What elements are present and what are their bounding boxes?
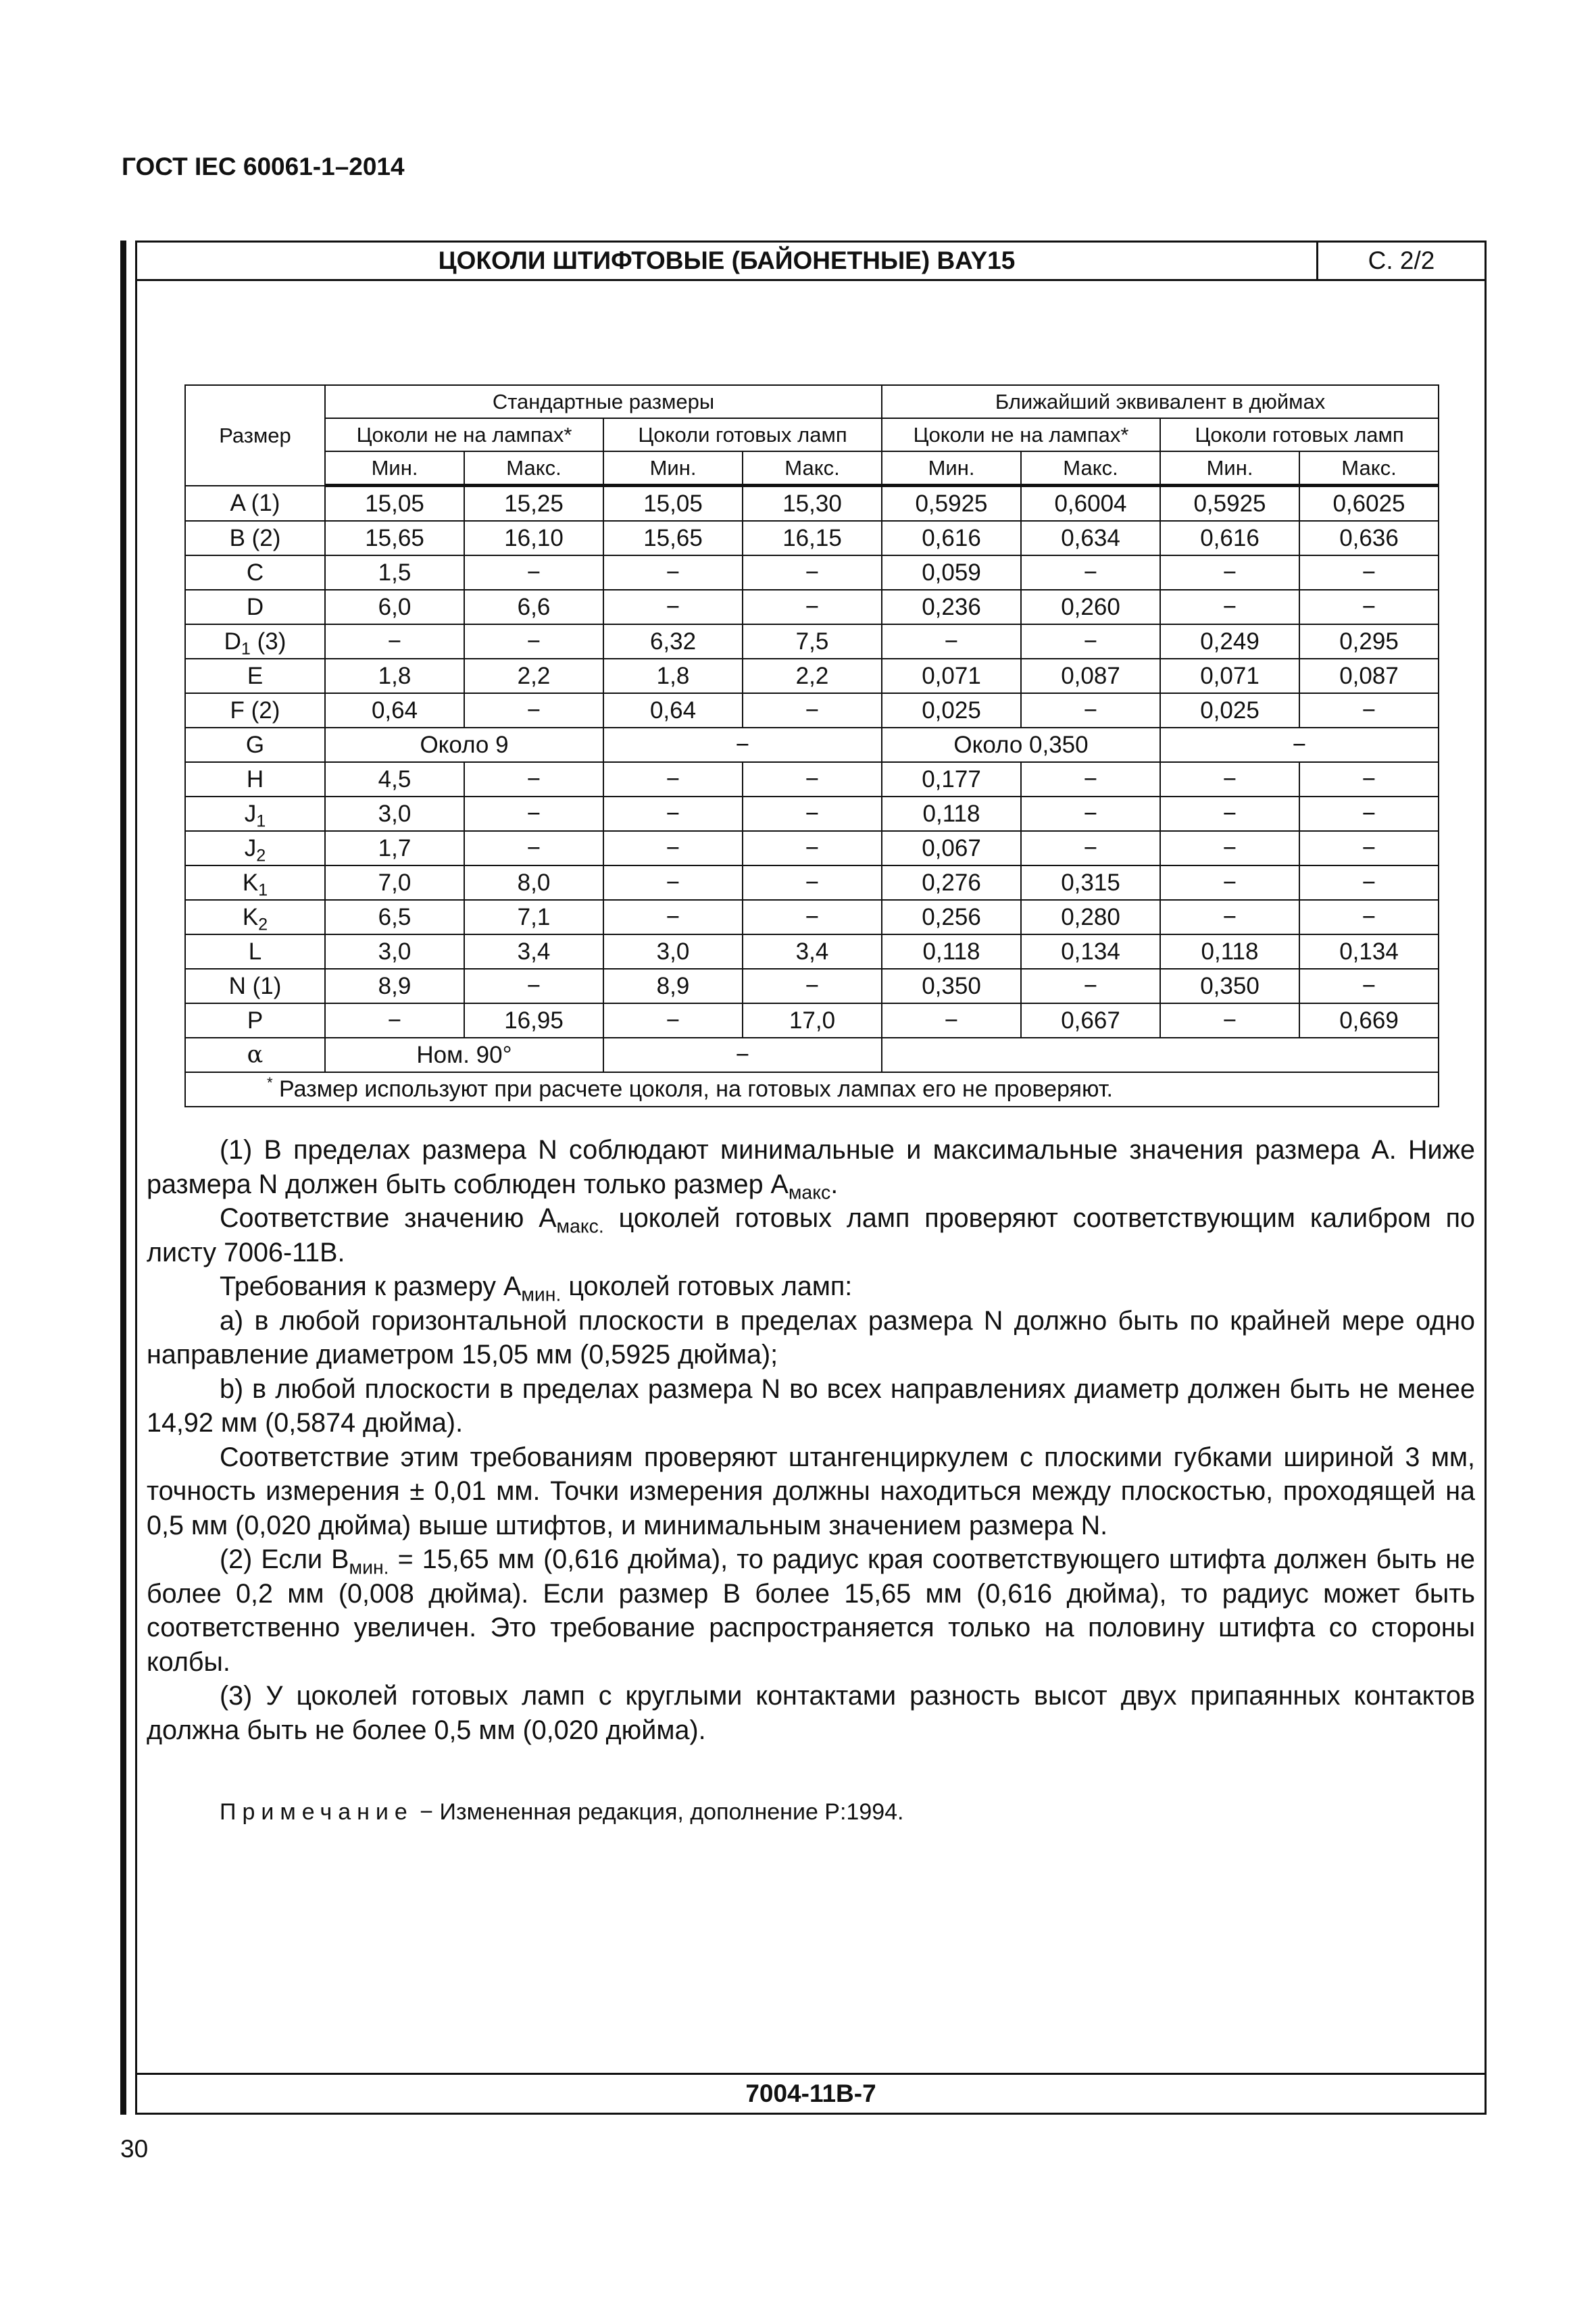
table-cell: 0,276 <box>882 865 1021 900</box>
table-row <box>185 1003 1439 1038</box>
text-span: (1) В пределах размера N соблюдают минимальные и максимальные значения размера A. Ниже размера N должен быть соблюден только размер A <box>147 1135 1475 1199</box>
table-cell: − <box>603 865 743 900</box>
table-cell: 8,0 <box>464 865 603 900</box>
table-row <box>185 831 1439 865</box>
table-row <box>185 624 1439 659</box>
table-cell: 6,32 <box>603 624 743 659</box>
table-cell: − <box>1021 797 1160 831</box>
text-span: . <box>830 1169 839 1199</box>
table-cell: 0,071 <box>882 659 1021 693</box>
table-cell: 16,95 <box>464 1003 603 1038</box>
table-cell: − <box>464 969 603 1003</box>
table-subheader-row <box>185 418 1439 451</box>
table-cell: − <box>325 1003 464 1038</box>
table-cell: 0,315 <box>1021 865 1160 900</box>
paragraph: Соответствие этим требованиям проверяют штангенциркулем с плоскими губками шириной 3 мм, точность измерения ± 0,01 мм. Точки измерения должны находиться между плоскостью, проходящей на 0,5 мм (0,020 дюйма) выше штифтов, и минимальным значением размера N. <box>147 1442 1475 1540</box>
table-cell: 0,134 <box>1299 934 1439 969</box>
subscript: мин. <box>349 1557 389 1579</box>
table-cell: − <box>603 762 743 797</box>
max-header: Макс. <box>743 451 882 486</box>
size-subscript: 1 <box>258 880 268 900</box>
table-cell: 16,15 <box>743 521 882 555</box>
note-text: − Измененная редакция, дополнение P:1994. <box>413 1799 904 1825</box>
sheet-page: С. 2/2 <box>1368 247 1435 274</box>
table-cell: 6,0 <box>325 590 464 624</box>
size-name: J <box>244 835 257 861</box>
size-name-cell <box>185 762 325 797</box>
table-cell: − <box>743 797 882 831</box>
table-cell: 0,067 <box>882 831 1021 865</box>
table-cell: − <box>1021 831 1160 865</box>
table-cell: 7,1 <box>464 900 603 934</box>
size-name-cell <box>185 693 325 728</box>
table-cell: − <box>1299 762 1439 797</box>
table-cell: 0,177 <box>882 762 1021 797</box>
table-cell: 8,9 <box>325 969 464 1003</box>
table-cell <box>882 1038 1439 1072</box>
size-name: P <box>247 1007 264 1034</box>
size-name: A (1) <box>230 490 280 517</box>
size-name: D <box>246 594 264 620</box>
size-name: H <box>246 766 264 793</box>
size-name-cell <box>185 1003 325 1038</box>
table-cell: − <box>743 900 882 934</box>
paragraph <box>147 1201 1475 1269</box>
size-name: K <box>242 904 259 930</box>
table-cell: − <box>603 831 743 865</box>
table-cell: G <box>185 728 325 762</box>
table-cell: 0,249 <box>1160 624 1299 659</box>
sheet-title: ЦОКОЛИ ШТИФТОВЫЕ (БАЙОНЕТНЫЕ) BAY15 <box>137 243 1318 279</box>
table-row <box>185 555 1439 590</box>
paragraph: b) в любой плоскости в пределах размера N во всех направлениях диаметр должен быть не менее 14,92 мм (0,5874 дюйма). <box>147 1374 1475 1438</box>
table-row <box>185 659 1439 693</box>
table-cell: 2,2 <box>464 659 603 693</box>
table-cell: − <box>464 797 603 831</box>
table-cell: α <box>185 1038 325 1072</box>
table-cell: − <box>743 590 882 624</box>
min-header: Мин. <box>882 451 1021 486</box>
table-cell: − <box>1299 831 1439 865</box>
table-cell: 0,118 <box>1160 934 1299 969</box>
size-name-cell <box>185 486 325 522</box>
table-cell: − <box>743 555 882 590</box>
table-cell: 3,0 <box>325 934 464 969</box>
dimensions-table <box>184 384 1439 1107</box>
table-cell: 0,025 <box>882 693 1021 728</box>
note <box>220 1799 904 1826</box>
max-header: Макс. <box>464 451 603 486</box>
table-cell: − <box>1021 693 1160 728</box>
size-name-cell <box>185 831 325 865</box>
sheet-frame <box>135 241 1487 2115</box>
size-header: Размер <box>185 385 325 486</box>
table-cell: − <box>743 969 882 1003</box>
table-cell: 7,0 <box>325 865 464 900</box>
table-cell: 8,9 <box>603 969 743 1003</box>
table-cell: 17,0 <box>743 1003 882 1038</box>
table-cell: 6,5 <box>325 900 464 934</box>
table-cell: − <box>1160 900 1299 934</box>
min-header: Мин. <box>1160 451 1299 486</box>
table-cell: 0,134 <box>1021 934 1160 969</box>
subscript: макс. <box>556 1215 604 1238</box>
table-cell: 3,0 <box>603 934 743 969</box>
min-header: Мин. <box>325 451 464 486</box>
sheet-code: 7004-11B-7 <box>137 2073 1485 2113</box>
paragraph <box>147 1542 1475 1679</box>
table-cell: − <box>603 555 743 590</box>
size-name: E <box>247 663 264 689</box>
page-number: 30 <box>120 2135 149 2163</box>
table-row <box>185 900 1439 934</box>
text-span: цоколей готовых ламп: <box>561 1272 853 1301</box>
size-name: C <box>246 559 264 586</box>
table-row <box>185 934 1439 969</box>
table-cell: − <box>1299 865 1439 900</box>
explanatory-text <box>147 1133 1475 1747</box>
paragraph: a) в любой горизонтальной плоскости в пределах размера N должно быть по крайней мере одно направление диаметром 15,05 мм (0,5925 дюйма); <box>147 1305 1475 1369</box>
table-row <box>185 728 1439 762</box>
size-name-cell <box>185 555 325 590</box>
size-name-cell <box>185 659 325 693</box>
text-span: = 15,65 мм (0,616 дюйма), то радиус края соответствующего штифта должен быть не более 0,2 мм (0,008 дюйма). Если размер B более 15,65 мм (0,616 дюйма), то радиус может быть соответственно увеличен. Это требование распространяется только на половину штифта со стороны колбы. <box>147 1544 1476 1677</box>
table-cell: 0,087 <box>1299 659 1439 693</box>
table-cell: 6,6 <box>464 590 603 624</box>
paragraph <box>147 1269 1475 1304</box>
table-cell: − <box>464 624 603 659</box>
table-row <box>185 486 1439 522</box>
size-name-cell <box>185 590 325 624</box>
sheet-header <box>137 243 1485 281</box>
table-cell: 4,5 <box>325 762 464 797</box>
table-cell: 1,5 <box>325 555 464 590</box>
text-span: цоколей готовых ламп проверяют соответствующим калибром по листу 7006-11B. <box>147 1203 1475 1267</box>
table-cell: − <box>1299 555 1439 590</box>
table-row <box>185 762 1439 797</box>
table-cell: − <box>1299 900 1439 934</box>
table-cell: 0,087 <box>1021 659 1160 693</box>
max-header: Макс. <box>1299 451 1439 486</box>
table-row <box>185 1038 1439 1072</box>
size-name: L <box>248 938 262 965</box>
table-cell: 0,256 <box>882 900 1021 934</box>
table-cell: Ном. 90° <box>325 1038 603 1072</box>
size-name-cell <box>185 934 325 969</box>
subscript: мин. <box>521 1284 562 1306</box>
table-cell: − <box>1160 590 1299 624</box>
table-cell: − <box>1299 969 1439 1003</box>
table-cell: 0,616 <box>882 521 1021 555</box>
table-cell: 15,65 <box>603 521 743 555</box>
size-name-cell <box>185 969 325 1003</box>
sub-header: Цоколи не на лампах* <box>325 418 603 451</box>
table-header-row <box>185 385 1439 418</box>
size-name: D <box>224 628 241 655</box>
table-cell: 0,64 <box>603 693 743 728</box>
table-cell: 1,8 <box>325 659 464 693</box>
table-cell: 0,5925 <box>882 486 1021 522</box>
table-cell: 0,5925 <box>1160 486 1299 522</box>
table-cell: 15,65 <box>325 521 464 555</box>
table-row <box>185 865 1439 900</box>
table-row <box>185 590 1439 624</box>
table-cell: − <box>743 831 882 865</box>
left-change-bar <box>120 241 126 2115</box>
table-cell: − <box>464 555 603 590</box>
table-cell: − <box>464 831 603 865</box>
subscript: макс <box>788 1182 831 1204</box>
table-cell: 0,669 <box>1299 1003 1439 1038</box>
table-cell: 0,616 <box>1160 521 1299 555</box>
table-cell: − <box>743 693 882 728</box>
standard-designation: ГОСТ IEC 60061-1–2014 <box>122 153 405 180</box>
size-subscript: 1 <box>256 811 266 831</box>
size-subscript: 1 <box>241 639 251 659</box>
table-footnote <box>185 1072 1439 1107</box>
table-cell: 0,350 <box>1160 969 1299 1003</box>
table-cell: − <box>1160 797 1299 831</box>
paragraph <box>147 1133 1475 1204</box>
table-cell: 0,236 <box>882 590 1021 624</box>
table-cell: − <box>1299 590 1439 624</box>
table-cell: − <box>325 624 464 659</box>
size-name: N (1) <box>228 973 282 999</box>
table-cell: − <box>1160 762 1299 797</box>
footnote-mark: * <box>267 1074 273 1091</box>
table-cell: 0,280 <box>1021 900 1160 934</box>
text-span: Требования к размеру A <box>220 1272 522 1301</box>
table-cell: 1,8 <box>603 659 743 693</box>
size-subscript: 2 <box>256 846 266 865</box>
size-name-cell <box>185 900 325 934</box>
note-label: Примечание <box>220 1799 414 1825</box>
footnote-text: Размер используют при расчете цоколя, на готовых лампах его не проверяют. <box>272 1076 1113 1102</box>
table-cell: 0,667 <box>1021 1003 1160 1038</box>
paragraph: (3) У цоколей готовых ламп с круглыми контактами разность высот двух припаянных контактов должна быть не более 0,5 мм (0,020 дюйма). <box>147 1681 1475 1745</box>
table-cell: − <box>743 762 882 797</box>
table-cell: 0,295 <box>1299 624 1439 659</box>
table-cell: 0,059 <box>882 555 1021 590</box>
min-header: Мин. <box>603 451 743 486</box>
table-cell: − <box>1160 728 1439 762</box>
table-cell: − <box>603 797 743 831</box>
group-inch-header: Ближайший эквивалент в дюймах <box>882 385 1439 418</box>
size-name: K <box>242 870 259 896</box>
table-cell: − <box>603 1038 882 1072</box>
table-cell: 2,2 <box>743 659 882 693</box>
max-header: Макс. <box>1021 451 1160 486</box>
table-cell: − <box>1299 797 1439 831</box>
table-cell: 0,634 <box>1021 521 1160 555</box>
table-cell: 0,025 <box>1160 693 1299 728</box>
size-name-cell <box>185 865 325 900</box>
size-name: B (2) <box>229 525 281 551</box>
table-cell: − <box>1160 1003 1299 1038</box>
sub-header: Цоколи готовых ламп <box>1160 418 1439 451</box>
table-cell: 0,6025 <box>1299 486 1439 522</box>
table-cell: 0,350 <box>882 969 1021 1003</box>
table-cell: − <box>464 693 603 728</box>
table-row <box>185 693 1439 728</box>
table-cell: − <box>464 762 603 797</box>
table-cell: 16,10 <box>464 521 603 555</box>
table-cell: 0,118 <box>882 797 1021 831</box>
table-cell: 0,118 <box>882 934 1021 969</box>
table-cell: − <box>1160 555 1299 590</box>
size-name: F (2) <box>230 697 280 724</box>
table-cell: − <box>1021 762 1160 797</box>
table-cell: − <box>882 624 1021 659</box>
table-cell: 15,05 <box>325 486 464 522</box>
sub-header: Цоколи готовых ламп <box>603 418 882 451</box>
table-cell: − <box>603 728 882 762</box>
table-cell: 3,0 <box>325 797 464 831</box>
table-cell: 0,636 <box>1299 521 1439 555</box>
table-cell: − <box>603 590 743 624</box>
table-cell: − <box>1021 969 1160 1003</box>
table-cell: 0,260 <box>1021 590 1160 624</box>
text-span: (2) Если B <box>220 1544 349 1574</box>
table-cell: − <box>1160 831 1299 865</box>
size-name-cell <box>185 624 325 659</box>
text-span: Соответствие значению A <box>220 1203 557 1233</box>
table-cell: 15,05 <box>603 486 743 522</box>
table-cell: 3,4 <box>464 934 603 969</box>
table-cell: 15,30 <box>743 486 882 522</box>
table-cell: 15,25 <box>464 486 603 522</box>
table-cell: 7,5 <box>743 624 882 659</box>
table-cell: − <box>603 1003 743 1038</box>
table-cell: Около 0,350 <box>882 728 1160 762</box>
size-suffix: (3) <box>250 628 286 655</box>
table-cell: Около 9 <box>325 728 603 762</box>
group-standard-header: Стандартные размеры <box>325 385 882 418</box>
table-cell: 1,7 <box>325 831 464 865</box>
table-cell: 0,64 <box>325 693 464 728</box>
size-name: J <box>244 801 257 827</box>
table-cell: − <box>1021 555 1160 590</box>
table-row <box>185 969 1439 1003</box>
table-minmax-row <box>185 451 1439 486</box>
size-name-cell <box>185 521 325 555</box>
table-cell: 0,071 <box>1160 659 1299 693</box>
table-row <box>185 797 1439 831</box>
table-cell: − <box>743 865 882 900</box>
sub-header: Цоколи не на лампах* <box>882 418 1160 451</box>
table-row <box>185 521 1439 555</box>
table-cell: − <box>603 900 743 934</box>
table-cell: − <box>1021 624 1160 659</box>
size-subscript: 2 <box>258 915 268 934</box>
table-cell: − <box>882 1003 1021 1038</box>
table-footnote-row <box>185 1072 1439 1107</box>
table-cell: − <box>1160 865 1299 900</box>
table-cell: 3,4 <box>743 934 882 969</box>
size-name-cell <box>185 797 325 831</box>
table-cell: 0,6004 <box>1021 486 1160 522</box>
table-cell: − <box>1299 693 1439 728</box>
